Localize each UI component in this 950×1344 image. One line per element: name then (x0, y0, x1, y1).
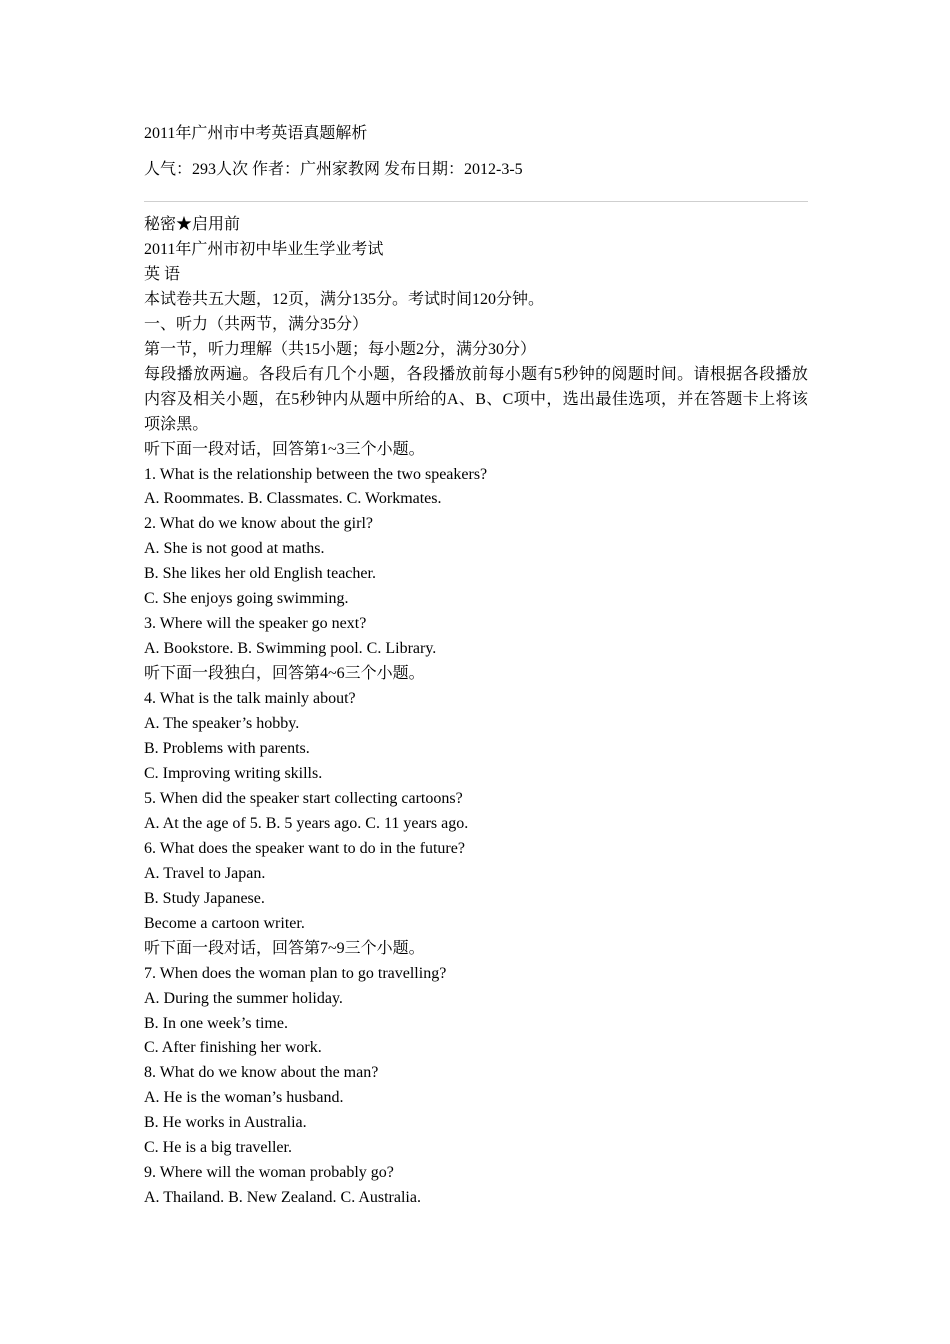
exam-title: 2011年广州市初中毕业生学业考试 (144, 240, 384, 258)
question-line: A. She is not good at maths. (144, 540, 325, 558)
question-line: 3. Where will the speaker go next? (144, 615, 367, 633)
question-line: B. Study Japanese. (144, 889, 265, 907)
question-line: B. In one week’s time. (144, 1014, 288, 1032)
instructions-paragraph: 每段播放两遍。各段后有几个小题，各段播放前每小题有5秒钟的阅题时间。请根据各段播放内容及相关小题，在5秒钟内从题中所给的A、B、C项中，选出最佳选项，并在答题卡上将该项涂黑。 (144, 365, 808, 433)
article-meta: 人气：293人次 作者：广州家教网 发布日期：2012-3-5 (144, 161, 523, 178)
question-line: 8. What do we know about the man? (144, 1064, 379, 1082)
question-line: 9. Where will the woman probably go? (144, 1164, 394, 1182)
question-line: B. Problems with parents. (144, 740, 310, 758)
question-line: A. Bookstore. B. Swimming pool. C. Library. (144, 640, 437, 658)
question-line: C. After finishing her work. (144, 1039, 322, 1057)
question-line: A. Thailand. B. New Zealand. C. Australia. (144, 1189, 421, 1207)
section-heading: 一、听力（共两节，满分35分） (144, 315, 369, 333)
question-line: 听下面一段对话，回答第7~9三个小题。 (144, 939, 425, 957)
question-line: A. Roommates. B. Classmates. C. Workmates. (144, 490, 442, 508)
question-line: 6. What does the speaker want to do in the future? (144, 839, 465, 857)
question-list (144, 438, 808, 1212)
subsection-heading: 第一节，听力理解（共15小题；每小题2分，满分30分） (144, 340, 537, 358)
question-line: A. He is the woman’s husband. (144, 1089, 344, 1107)
question-line: A. Travel to Japan. (144, 864, 266, 882)
question-line: Become a cartoon writer. (144, 914, 305, 932)
question-line: 5. When did the speaker start collecting cartoons? (144, 789, 463, 807)
exam-overview: 本试卷共五大题，12页，满分135分。考试时间120分钟。 (144, 290, 545, 308)
question-line: B. He works in Australia. (144, 1114, 307, 1132)
confidential-label: 秘密★启用前 (144, 216, 241, 233)
question-line: C. He is a big traveller. (144, 1139, 292, 1157)
question-line: A. The speaker’s hobby. (144, 715, 300, 733)
question-line: C. She enjoys going swimming. (144, 590, 349, 608)
question-line: 听下面一段独白，回答第4~6三个小题。 (144, 665, 425, 683)
question-line: C. Improving writing skills. (144, 764, 323, 782)
question-line: 4. What is the talk mainly about? (144, 690, 356, 708)
question-line: 听下面一段对话，回答第1~3三个小题。 (144, 440, 425, 458)
question-line: A. During the summer holiday. (144, 989, 343, 1007)
question-line: 1. What is the relationship between the two speakers? (144, 465, 488, 483)
question-line: B. She likes her old English teacher. (144, 565, 376, 583)
question-line: 7. When does the woman plan to go travelling? (144, 964, 447, 982)
divider (144, 201, 808, 202)
question-line: 2. What do we know about the girl? (144, 515, 373, 533)
article-title: 2011年广州市中考英语真题解析 (144, 125, 368, 142)
document-page (144, 122, 808, 1211)
question-line: A. At the age of 5. B. 5 years ago. C. 11 years ago. (144, 814, 469, 832)
subject-label: 英 语 (144, 265, 181, 283)
document-header (144, 213, 808, 363)
